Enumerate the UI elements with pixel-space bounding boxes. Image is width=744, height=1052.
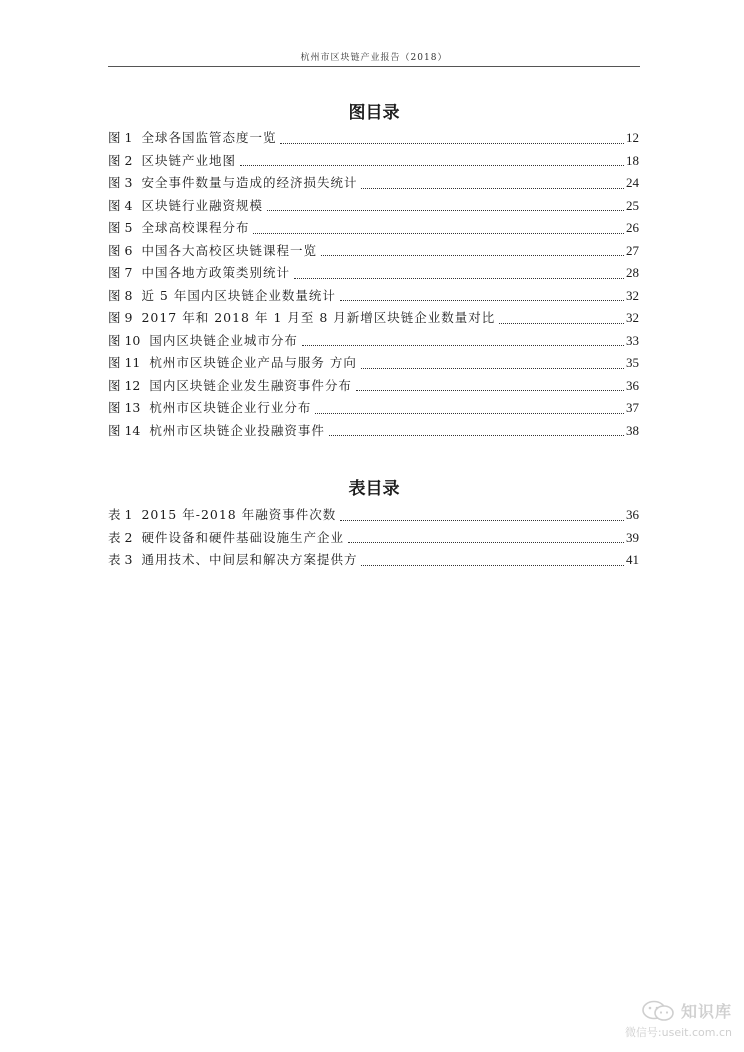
dot-leader <box>356 390 624 391</box>
toc-entry[interactable] <box>108 173 639 196</box>
toc-entry-title: 杭州市区块链企业产品与服务 方向 <box>149 355 357 370</box>
watermark-brand: 知识库 <box>680 1002 732 1021</box>
toc-entry-title: 硬件设备和硬件基础设施生产企业 <box>141 529 344 545</box>
toc-entry-title: 杭州市区块链企业行业分布 <box>149 400 312 415</box>
toc-entry-page: 33 <box>626 332 639 348</box>
toc-entry-page: 39 <box>626 529 639 545</box>
toc-entry[interactable] <box>108 241 639 264</box>
toc-entry-title: 安全事件数量与造成的经济损失统计 <box>141 175 358 190</box>
toc-entry-page: 12 <box>626 130 639 145</box>
watermark-account: 微信号:useit.com.cn <box>624 1026 732 1039</box>
toc-entry-page: 26 <box>626 220 639 235</box>
toc-entry-title: 中国各大高校区块链课程一览 <box>141 242 317 258</box>
toc-entry-page: 18 <box>626 152 639 168</box>
toc-entry[interactable] <box>108 353 639 376</box>
dot-leader <box>348 542 624 543</box>
toc-entry-page: 28 <box>626 265 639 280</box>
toc-entry-title: 全球各国监管态度一览 <box>141 130 277 145</box>
figure-list-title: 图目录 <box>348 103 400 123</box>
toc-entry[interactable] <box>108 128 639 151</box>
toc-entry[interactable] <box>108 151 639 174</box>
toc-entry-page: 36 <box>626 377 639 393</box>
toc-entry[interactable] <box>108 263 639 286</box>
toc-entry-label: 图 11 <box>108 355 141 370</box>
dot-leader <box>240 165 624 166</box>
toc-entry-page: 38 <box>626 422 639 438</box>
toc-entry-label: 图 4 <box>108 197 133 213</box>
table-list <box>108 505 639 573</box>
toc-entry-label: 图 10 <box>108 332 141 348</box>
toc-entry-title: 中国各地方政策类别统计 <box>141 265 290 280</box>
watermark <box>625 999 732 1040</box>
dot-leader <box>315 413 624 414</box>
dot-leader <box>329 435 624 436</box>
toc-entry-page: 32 <box>626 287 639 303</box>
dot-leader <box>267 210 624 211</box>
toc-entry-title: 国内区块链企业城市分布 <box>149 332 298 348</box>
figure-list <box>108 128 639 443</box>
toc-entry-label: 表 3 <box>108 552 133 567</box>
toc-entry-page: 25 <box>626 197 639 213</box>
dot-leader <box>340 520 624 521</box>
dot-leader <box>499 323 624 324</box>
toc-entry[interactable] <box>108 286 639 309</box>
toc-entry[interactable] <box>108 331 639 354</box>
toc-entry-label: 图 9 <box>108 310 133 325</box>
toc-entry-title: 通用技术、中间层和解决方案提供方 <box>141 552 358 567</box>
toc-entry-label: 图 8 <box>108 287 133 303</box>
toc-entry-label: 表 1 <box>108 507 133 522</box>
toc-entry-page: 37 <box>626 400 639 415</box>
toc-entry-title: 国内区块链企业发生融资事件分布 <box>149 377 352 393</box>
toc-entry-title: 2015 年-2018 年融资事件次数 <box>141 507 337 522</box>
toc-entry[interactable] <box>108 421 639 444</box>
toc-entry-title: 全球高校课程分布 <box>141 220 250 235</box>
dot-leader <box>361 565 624 566</box>
dot-leader <box>302 345 624 346</box>
toc-entry-page: 24 <box>626 175 639 190</box>
toc-entry-page: 36 <box>626 507 639 522</box>
toc-entry[interactable] <box>108 550 639 573</box>
toc-entry[interactable] <box>108 218 639 241</box>
toc-entry-label: 图 5 <box>108 220 133 235</box>
toc-entry-label: 图 3 <box>108 175 133 190</box>
wechat-icon <box>641 1000 675 1022</box>
toc-entry-title: 杭州市区块链企业投融资事件 <box>149 422 325 438</box>
running-header: 杭州市区块链产业报告（2018） <box>300 53 448 63</box>
toc-entry-label: 图 14 <box>108 422 141 438</box>
dot-leader <box>361 368 624 369</box>
toc-entry-label: 图 6 <box>108 242 133 258</box>
toc-entry-label: 表 2 <box>108 529 133 545</box>
toc-entry-label: 图 7 <box>108 265 133 280</box>
toc-entry[interactable] <box>108 376 639 399</box>
toc-entry-page: 35 <box>626 355 639 370</box>
toc-entry-page: 41 <box>626 552 639 567</box>
toc-entry-title: 近 5 年国内区块链企业数量统计 <box>141 287 336 303</box>
toc-entry-label: 图 13 <box>108 400 141 415</box>
header-rule <box>108 66 640 67</box>
toc-entry-page: 32 <box>626 310 639 325</box>
toc-entry[interactable] <box>108 505 639 528</box>
dot-leader <box>294 278 624 279</box>
dot-leader <box>361 188 624 189</box>
table-list-title: 表目录 <box>348 479 400 499</box>
toc-entry[interactable] <box>108 528 639 551</box>
dot-leader <box>253 233 624 234</box>
toc-entry-label: 图 2 <box>108 152 133 168</box>
toc-entry-page: 27 <box>626 242 639 258</box>
dot-leader <box>280 143 624 144</box>
toc-entry-title: 区块链行业融资规模 <box>141 197 263 213</box>
toc-entry[interactable] <box>108 308 639 331</box>
toc-entry-title: 区块链产业地图 <box>141 152 236 168</box>
dot-leader <box>340 300 624 301</box>
toc-entry[interactable] <box>108 398 639 421</box>
toc-entry-label: 图 1 <box>108 130 133 145</box>
toc-entry[interactable] <box>108 196 639 219</box>
toc-entry-label: 图 12 <box>108 377 141 393</box>
toc-entry-title: 2017 年和 2018 年 1 月至 8 月新增区块链企业数量对比 <box>141 310 496 325</box>
dot-leader <box>321 255 624 256</box>
